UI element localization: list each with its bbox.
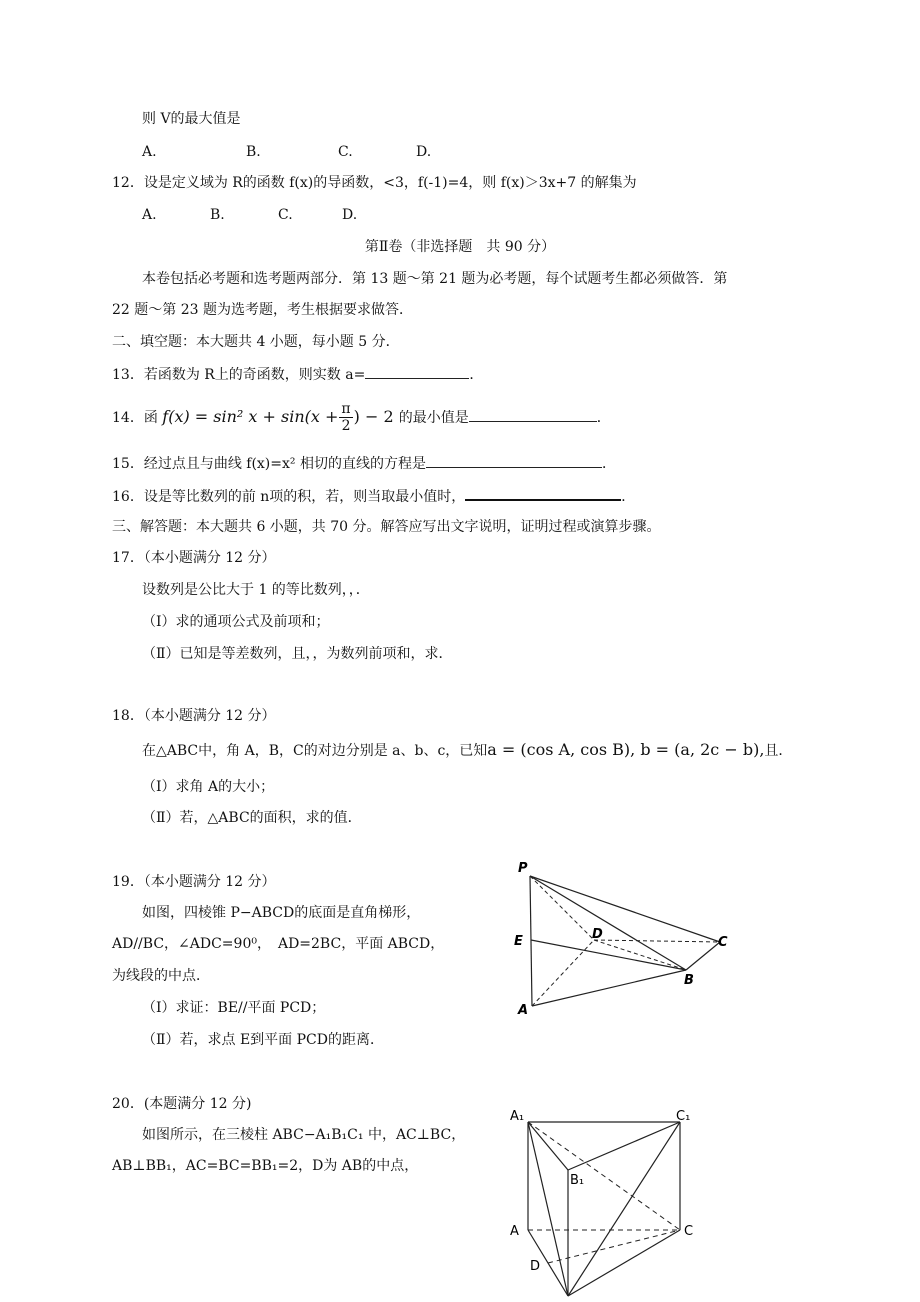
- q13-end: ．: [469, 367, 484, 383]
- q12-option-a: A.: [142, 207, 157, 223]
- section3-heading: 三、解答题：本大题共 6 小题，共 70 分。解答应写出文字说明，证明过程或演算步骤。: [112, 519, 661, 535]
- q17-part2: （Ⅱ）已知是等差数列，且，，为数列前项和，求．: [142, 646, 453, 662]
- q19-pyramid-figure: [500, 850, 740, 1020]
- edge-PB: [530, 876, 686, 970]
- q12-option-b: B.: [210, 207, 225, 223]
- label-A: A: [510, 1224, 519, 1239]
- q14-fraction-num: π: [341, 401, 351, 417]
- part2-intro-line1: 本卷包括必考题和选考题两部分．第 13 题～第 21 题为必考题，每个试题考生都必须做答．第: [142, 271, 728, 287]
- q14-fraction: [339, 401, 352, 434]
- label-D: D: [592, 927, 603, 942]
- q11-option-a: A.: [142, 144, 157, 160]
- q15: [112, 453, 616, 474]
- q16-text: 16．设是等比数列的前 n项的积，若，则当取最小值时，: [112, 489, 466, 505]
- q17-title: 17．（本小题满分 12 分）: [112, 550, 276, 566]
- label-A1: A₁: [510, 1109, 525, 1124]
- q18-line1-end: 且．: [764, 743, 793, 759]
- q14-formula: [162, 401, 398, 434]
- q15-answer-blank: [426, 453, 602, 468]
- label-B1: B₁: [570, 1173, 585, 1188]
- q19-title: 19．（本小题满分 12 分）: [112, 874, 276, 890]
- q14-formula-rhs: ) − 2: [353, 407, 394, 426]
- q19-line1: 如图，四棱锥 P−ABCD的底面是直角梯形，: [142, 905, 421, 921]
- label-P: P: [518, 861, 528, 876]
- q20-line1: 如图所示，在三棱柱 ABC−A₁B₁C₁ 中，AC⊥BC，: [142, 1127, 466, 1143]
- q16: [112, 485, 635, 507]
- label-C: C: [684, 1224, 694, 1239]
- q11-option-c: C.: [338, 144, 353, 160]
- q19-part1: （Ⅰ）求证：BE//平面 PCD；: [142, 1000, 326, 1016]
- q18-vector-formula: a = (cos A, cos B), b = (a, 2c − b),: [487, 740, 765, 759]
- label-D: D: [530, 1259, 541, 1274]
- q14-end: ．: [596, 410, 611, 426]
- q13-text: 13．若函数为 R上的奇函数，则实数 a=: [112, 367, 366, 383]
- q18-line1-text: 在△ABC中，角 A，B，C的对边分别是 a、b、c，已知: [142, 743, 488, 759]
- q14-fraction-den: 2: [341, 418, 351, 434]
- edge-BC: [686, 942, 720, 970]
- q14-answer-blank: [469, 407, 597, 422]
- label-B: B: [684, 973, 694, 988]
- q14-formula-lhs: f(x) = sin² x + sin(x +: [162, 407, 339, 426]
- label-C1: C₁: [676, 1109, 691, 1124]
- q12-text: 12．设是定义域为 R的函数 f(x)的导函数，<3，f(-1)=4，则 f(x)＞3x+7 的解集为: [112, 175, 637, 191]
- q17-line1: 设数列是公比大于 1 的等比数列，，．: [142, 582, 370, 598]
- label-A: A: [518, 1003, 529, 1018]
- edge-PC: [530, 876, 720, 942]
- q12-option-c: C.: [278, 207, 293, 223]
- q18-line1: [142, 740, 792, 761]
- q13: [112, 364, 483, 385]
- q14-prefix: 14．函: [112, 410, 158, 426]
- q13-answer-blank: [365, 364, 469, 379]
- q18-part2: （Ⅱ）若，△ABC的面积，求的值．: [142, 810, 362, 826]
- q11-option-b: B.: [246, 144, 261, 160]
- q11-stem-tail: 则 V的最大值是: [142, 111, 241, 127]
- edge-AB: [532, 970, 686, 1006]
- q20-title: 20．(本题满分 12 分): [112, 1096, 252, 1112]
- edge-DC-hidden: [594, 940, 720, 942]
- q15-end: ．: [601, 456, 616, 472]
- q14-suffix: 的最小值是: [398, 410, 469, 426]
- edge-C1B: [568, 1122, 680, 1296]
- edge-A1C-hidden: [528, 1122, 680, 1230]
- q11-option-d: D.: [416, 144, 432, 160]
- q19-line3: 为线段的中点．: [112, 968, 210, 984]
- edge-PA: [530, 876, 532, 1006]
- q20-line2: AB⊥BB₁，AC=BC=BB₁=2，D为 AB的中点，: [112, 1158, 419, 1174]
- q19-line2: AD//BC，∠ADC=90⁰， AD=2BC，平面 ABCD，: [112, 936, 445, 952]
- edge-B1C1: [568, 1122, 680, 1170]
- q20-prism-figure: [500, 1100, 720, 1302]
- q15-text: 15．经过点且与曲线 f(x)=x² 相切的直线的方程是: [112, 456, 426, 472]
- section2-heading: 二、填空题：本大题共 4 小题，每小题 5 分．: [112, 334, 400, 350]
- q12-option-d: D.: [342, 207, 358, 223]
- q16-end: ．: [621, 489, 636, 505]
- edge-BC: [568, 1230, 680, 1296]
- q19-part2: （Ⅱ）若，求点 E到平面 PCD的距离．: [142, 1032, 384, 1048]
- part2-title: 第Ⅱ卷（非选择题 共 90 分）: [364, 239, 556, 255]
- q18-title: 18．（本小题满分 12 分）: [112, 708, 276, 724]
- q18-part1: （Ⅰ）求角 A的大小；: [142, 779, 275, 795]
- part2-intro-line2: 22 题～第 23 题为选考题，考生根据要求做答．: [112, 302, 413, 318]
- q17-part1: （Ⅰ）求的通项公式及前项和；: [142, 614, 330, 630]
- q16-answer-blank: [465, 485, 621, 501]
- q14: [112, 400, 611, 435]
- label-E: E: [514, 934, 523, 949]
- edge-PD-hidden: [530, 876, 594, 940]
- label-C: C: [718, 935, 728, 950]
